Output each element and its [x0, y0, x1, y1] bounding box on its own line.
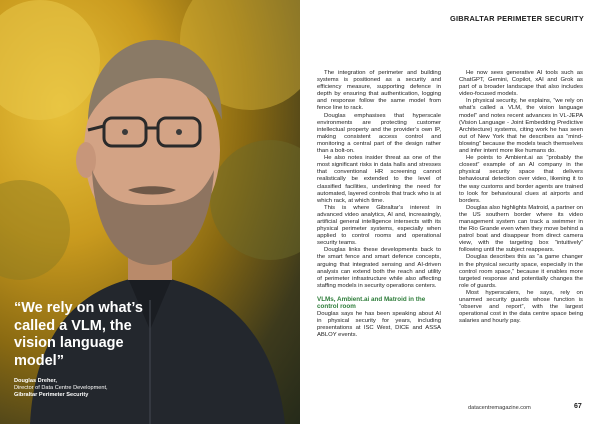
paragraph: Douglas links these developments back to the smart fence and smart defence concepts, arguing that integrated sensing and AI-driven analysis can extend both the reach and utility of perimeter infrastructure while also affecting staffing models in security operations centers. — [317, 247, 441, 289]
pull-quote: “We rely on what’s called a VLM, the vision language model” — [14, 300, 143, 369]
attribution-name: Douglas Dreher, — [14, 378, 57, 384]
footer-url: datacentremagazine.com — [468, 405, 531, 411]
paragraph: Douglas also highlights Matroid, a partner on the US southern border where its video management system can track a swimmer in the Rio Grande even when they move behind a patrol boat and disappear from direct camera view, with the targeting box “intuitively” following until the subject reappears. — [459, 204, 583, 254]
quote-attribution — [14, 378, 164, 399]
attribution-role: Director of Data Centre Development, — [14, 385, 108, 391]
paragraph: Douglas says he has been speaking about AI in physical security for years, including presentations at ISC West, DICE and ASSA ABLOY events. — [317, 310, 441, 338]
paragraph: He now sees generative AI tools such as ChatGPT, Gemini, Copilot, xAI and Grok as part of a broader landscape that also includes video-focused models. — [459, 70, 583, 98]
paragraph: He points to Ambient.ai as “probably the closest” example of an AI company in the physical security space that delivers behavioural detection over video, likening it to the way customs and border agents are trained to look for behavioural clues at airports and borders. — [459, 155, 583, 204]
page-number: 67 — [574, 403, 582, 410]
paragraph: He also notes insider threat as one of the most significant risks in data halls and stresses that conventional HR screening cannot realistically be extended to the level of classified facilities, underlining the need for automated, layered controls that track who is at which rack, at which time. — [317, 155, 441, 204]
paragraph: Most hyperscalers, he says, rely on unarmed security guards whose function is “observe and report”, with the largest operational cost in the data centre space being salaries and hourly pay. — [459, 289, 583, 325]
attribution-company: Gibraltar Perimeter Security — [14, 392, 89, 398]
paragraph: The integration of perimeter and building systems is positioned as a security and efficiency measure, supporting defence in depth by ensuring that authentication, logging and response follow the same model from fence line to rack. — [317, 70, 441, 112]
article-column-2 — [459, 70, 583, 325]
paragraph: Douglas emphasises that hyperscale environments are protecting customer intellectual property and the provider’s own IP, making consistent access control and monitoring a central part of the design rather than a bolt-on. — [317, 112, 441, 155]
paragraph: Douglas describes this as “a game changer in the physical security space, especially in the control room space,” because it enables more targeted response and potentially changes the role of guards. — [459, 254, 583, 289]
subheading: VLMs, Ambient.ai and Matroid in the control room — [317, 295, 426, 311]
paragraph: This is where Gibraltar’s interest in advanced video analytics, AI and, increasingly, artificial general intelligence intersects with its physical perimeter systems, especially when applied to control rooms and operational security teams. — [317, 204, 441, 247]
paragraph: In physical security, he explains, “we rely on what’s called a VLM, the vision language model” and notes recent advances in VL-JEPA (Vision Language - Joint Embedding Predictive Architecture) systems, citing work he has seen out of New York that he describes as “mind-blowing” because the models teach themselves and infer intent more like humans do. — [459, 98, 583, 155]
section-title: GIBRALTAR PERIMETER SECURITY — [449, 14, 584, 23]
article-column-1 — [317, 70, 441, 339]
